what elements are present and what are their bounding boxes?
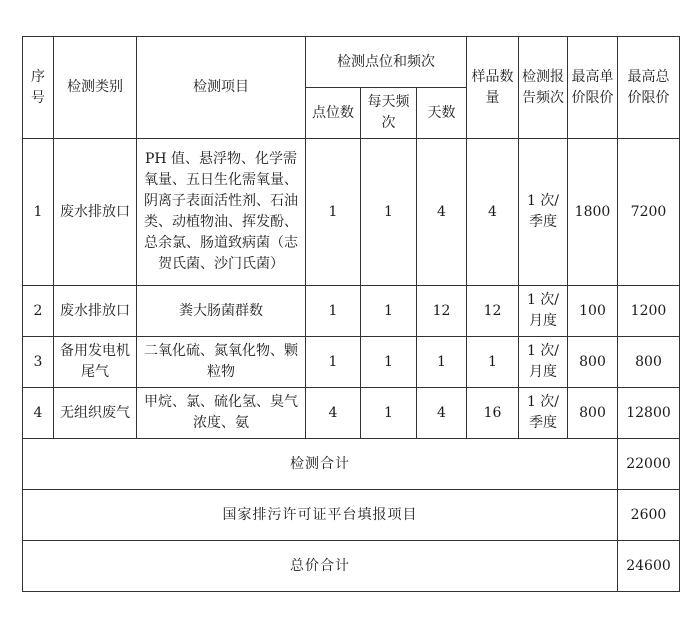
cell-days: 12 — [417, 286, 467, 337]
cell-samples: 1 — [467, 337, 519, 388]
header-max-total-price: 最高总价限价 — [618, 37, 680, 139]
cell-report-freq: 1 次/月度 — [519, 337, 568, 388]
cell-report-freq: 1 次/季度 — [519, 139, 568, 286]
summary-row-detection-total — [23, 439, 680, 490]
quotation-table — [22, 36, 680, 592]
header-seq: 序号 — [23, 37, 54, 139]
table-row — [23, 139, 680, 286]
cell-seq: 2 — [23, 286, 54, 337]
header-days: 天数 — [417, 88, 467, 139]
table-row — [23, 337, 680, 388]
header-row — [23, 37, 680, 88]
summary-value: 22000 — [618, 439, 680, 490]
cell-report-freq: 1 次/月度 — [519, 286, 568, 337]
cell-total-price: 7200 — [618, 139, 680, 286]
cell-items: PH 值、悬浮物、化学需氧量、五日生化需氧量、阴离子表面活性剂、石油类、动植物油、挥发酚、总余氯、肠道致病菌（志贺氏菌、沙门氏菌） — [137, 139, 306, 286]
cell-total-price: 800 — [618, 337, 680, 388]
summary-row-grand-total — [23, 541, 680, 592]
table-row — [23, 388, 680, 439]
header-points-freq: 检测点位和频次 — [306, 37, 467, 88]
cell-samples: 12 — [467, 286, 519, 337]
cell-total-price: 12800 — [618, 388, 680, 439]
cell-daily-freq: 1 — [361, 337, 417, 388]
cell-days: 4 — [417, 388, 467, 439]
cell-report-freq: 1 次/季度 — [519, 388, 568, 439]
cell-days: 4 — [417, 139, 467, 286]
cell-points: 1 — [306, 139, 361, 286]
cell-samples: 16 — [467, 388, 519, 439]
cell-points: 1 — [306, 286, 361, 337]
cell-total-price: 1200 — [618, 286, 680, 337]
summary-row-permit-platform — [23, 490, 680, 541]
cell-samples: 4 — [467, 139, 519, 286]
header-max-unit-price: 最高单价限价 — [568, 37, 618, 139]
summary-label: 国家排污许可证平台填报项目 — [23, 490, 618, 541]
header-daily-freq: 每天频次 — [361, 88, 417, 139]
cell-points: 1 — [306, 337, 361, 388]
header-samples: 样品数量 — [467, 37, 519, 139]
header-category: 检测类别 — [54, 37, 137, 139]
cell-daily-freq: 1 — [361, 286, 417, 337]
header-items: 检测项目 — [137, 37, 306, 139]
cell-category: 废水排放口 — [54, 139, 137, 286]
cell-daily-freq: 1 — [361, 139, 417, 286]
cell-items: 甲烷、氯、硫化氢、臭气浓度、氨 — [137, 388, 306, 439]
header-report-freq: 检测报告频次 — [519, 37, 568, 139]
cell-category: 备用发电机尾气 — [54, 337, 137, 388]
cell-category: 无组织废气 — [54, 388, 137, 439]
cell-category: 废水排放口 — [54, 286, 137, 337]
cell-seq: 1 — [23, 139, 54, 286]
summary-value: 24600 — [618, 541, 680, 592]
cell-days: 1 — [417, 337, 467, 388]
cell-items: 粪大肠菌群数 — [137, 286, 306, 337]
cell-unit-price: 800 — [568, 388, 618, 439]
cell-points: 4 — [306, 388, 361, 439]
summary-value: 2600 — [618, 490, 680, 541]
table-row — [23, 286, 680, 337]
cell-daily-freq: 1 — [361, 388, 417, 439]
cell-unit-price: 1800 — [568, 139, 618, 286]
summary-label: 总价合计 — [23, 541, 618, 592]
cell-seq: 4 — [23, 388, 54, 439]
summary-label: 检测合计 — [23, 439, 618, 490]
cell-unit-price: 100 — [568, 286, 618, 337]
cell-seq: 3 — [23, 337, 54, 388]
header-points: 点位数 — [306, 88, 361, 139]
cell-items: 二氧化硫、氮氧化物、颗粒物 — [137, 337, 306, 388]
cell-unit-price: 800 — [568, 337, 618, 388]
